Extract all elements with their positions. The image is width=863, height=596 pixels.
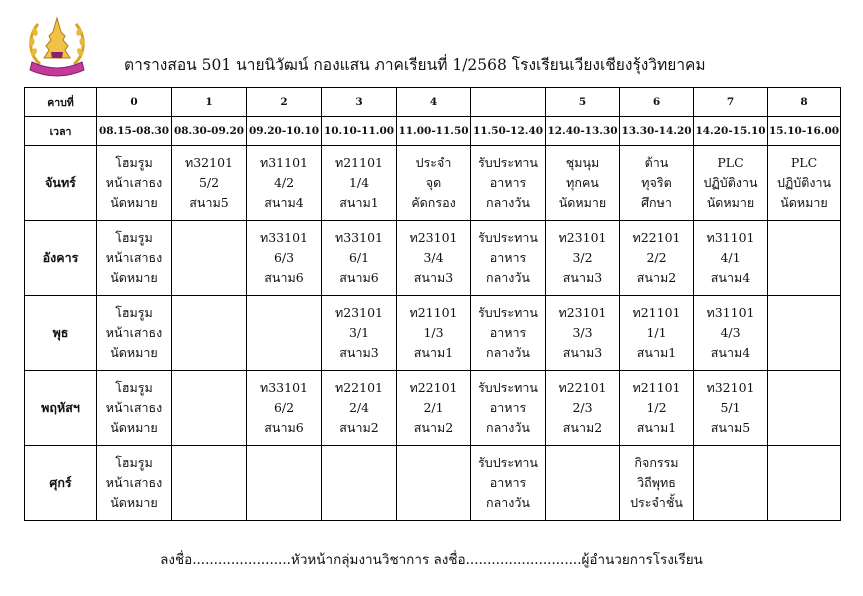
timetable-cell [694, 446, 768, 521]
cell-line: หน้าเสาธง [105, 475, 163, 490]
cell-line: นัดหมาย [110, 195, 158, 210]
cell-line: ท31101 [259, 155, 308, 170]
cell-line: 5/1 [720, 400, 741, 415]
cell-line: 5/2 [198, 175, 220, 190]
period-cell: 7 [694, 88, 768, 117]
cell-line: สนาม5 [710, 420, 751, 435]
period-cell [471, 88, 546, 117]
cell-line: 2/2 [646, 250, 667, 265]
cell-line: ประจำชั้น [630, 495, 683, 510]
time-cell: 10.10-11.00 [322, 117, 397, 146]
timetable-cell [97, 221, 172, 296]
timetable-cell [620, 146, 694, 221]
timetable-cell [546, 446, 620, 521]
cell-line: สนาม4 [264, 195, 304, 210]
cell-line: หน้าเสาธง [105, 175, 163, 190]
cell-line: โฮมรูม [115, 455, 153, 470]
cell-line: 3/3 [572, 325, 593, 340]
cell-line: 6/2 [273, 400, 295, 415]
cell-line: หน้าเสาธง [105, 250, 163, 265]
timetable-cell [172, 371, 247, 446]
time-row [25, 117, 841, 146]
day-row [25, 371, 841, 446]
timetable-cell [172, 146, 247, 221]
cell-line: สนาม5 [189, 195, 229, 210]
cell-line: ท22101 [558, 380, 607, 395]
cell-line: ท22101 [409, 380, 458, 395]
cell-line: 1/3 [423, 325, 444, 340]
cell-line: ท31101 [706, 230, 755, 245]
school-logo [22, 12, 92, 82]
timetable-cell [247, 296, 322, 371]
cell-line: อาหาร [489, 175, 527, 190]
timetable-cell [172, 221, 247, 296]
cell-line: สนาม6 [339, 270, 379, 285]
cell-line: วิถีพุทธ [637, 475, 676, 490]
timetable-cell [247, 446, 322, 521]
cell-line: 1/1 [646, 325, 667, 340]
day-label: จันทร์ [25, 146, 97, 221]
signature-line: ลงชื่อ.......................หัวหน้ากลุ่มงานวิชาการ ลงชื่อ...........................ผู้อำนวยการโรงเรียน [160, 552, 703, 568]
timetable-cell [694, 371, 768, 446]
day-row [25, 146, 841, 221]
time-cell: 09.20-10.10 [247, 117, 322, 146]
cell-line: ชุมนุม [565, 155, 600, 170]
day-label: อังคาร [25, 221, 97, 296]
cell-line: ท33101 [334, 230, 383, 245]
cell-line: รับประทาน [478, 455, 538, 470]
cell-line: สนาม3 [413, 270, 454, 285]
cell-line: นัดหมาย [110, 270, 158, 285]
cell-line: นัดหมาย [110, 420, 158, 435]
period-cell: 0 [97, 88, 172, 117]
timetable-cell [471, 146, 546, 221]
timetable-cell [322, 371, 397, 446]
cell-line: สนาม3 [562, 270, 603, 285]
cell-line: นัดหมาย [780, 195, 828, 210]
period-cell: 8 [768, 88, 841, 117]
cell-line: ท23101 [558, 230, 607, 245]
cell-line: ท33101 [259, 230, 308, 245]
timetable-cell [322, 446, 397, 521]
timetable-cell [397, 146, 471, 221]
period-cell: 1 [172, 88, 247, 117]
cell-line: สนาม6 [264, 420, 304, 435]
page-title: ตารางสอน 501 นายนิวัฒน์ กองแสน ภาคเรียนที่ 1/2568 โรงเรียนเวียงเชียงรุ้งวิทยาคม [124, 56, 706, 74]
cell-line: ท21101 [409, 305, 458, 320]
timetable-cell [247, 221, 322, 296]
cell-line: นัดหมาย [706, 195, 755, 210]
timetable-cell [322, 296, 397, 371]
cell-line: สนาม1 [413, 345, 454, 360]
period-cell: 4 [397, 88, 471, 117]
day-row [25, 446, 841, 521]
cell-line: กลางวัน [486, 270, 530, 285]
cell-line: หน้าเสาธง [105, 400, 163, 415]
cell-line: นัดหมาย [558, 195, 607, 210]
cell-line: จุด [425, 175, 442, 190]
cell-line: นัดหมาย [110, 345, 158, 360]
cell-line: สนาม2 [413, 420, 454, 435]
cell-line: ท33101 [259, 380, 308, 395]
cell-line: 3/2 [572, 250, 593, 265]
timetable-cell [694, 296, 768, 371]
timetable-cell [471, 446, 546, 521]
cell-line: 2/1 [423, 400, 444, 415]
cell-line: อาหาร [489, 475, 527, 490]
cell-line: สนาม3 [562, 345, 603, 360]
day-label: พุธ [25, 296, 97, 371]
cell-line: ศึกษา [641, 195, 672, 210]
cell-line: สนาม3 [339, 345, 379, 360]
cell-line: รับประทาน [478, 155, 538, 170]
time-cell: 13.30-14.20 [620, 117, 694, 146]
cell-line: คัดกรอง [411, 195, 456, 210]
cell-line: 4/3 [720, 325, 741, 340]
cell-line: สนาม2 [339, 420, 379, 435]
time-cell: 15.10-16.00 [768, 117, 841, 146]
timetable-cell [768, 296, 841, 371]
time-cell: 12.40-13.30 [546, 117, 620, 146]
cell-line: นัดหมาย [110, 495, 158, 510]
period-label: คาบที่ [25, 88, 97, 117]
cell-line: สนาม2 [562, 420, 603, 435]
cell-line: สนาม1 [636, 420, 677, 435]
timetable-cell [172, 446, 247, 521]
time-cell: 11.00-11.50 [397, 117, 471, 146]
timetable-cell [247, 146, 322, 221]
period-cell: 3 [322, 88, 397, 117]
time-cell: 08.15-08.30 [97, 117, 172, 146]
timetable-cell [546, 296, 620, 371]
day-row [25, 296, 841, 371]
timetable-cell [620, 371, 694, 446]
timetable-cell [471, 371, 546, 446]
cell-line: ต้าน [644, 155, 669, 170]
cell-line: รับประทาน [478, 380, 538, 395]
timetable-cell [620, 221, 694, 296]
cell-line: กลางวัน [486, 420, 530, 435]
timetable-cell [172, 296, 247, 371]
cell-line: โฮมรูม [115, 305, 153, 320]
cell-line: ท22101 [334, 380, 383, 395]
cell-line: PLC [790, 155, 818, 170]
cell-line: สนาม2 [636, 270, 677, 285]
cell-line: โฮมรูม [115, 230, 153, 245]
cell-line: โฮมรูม [115, 380, 153, 395]
cell-line: 1/2 [646, 400, 667, 415]
cell-line: อาหาร [489, 250, 527, 265]
cell-line: PLC [717, 155, 744, 170]
cell-line: สนาม4 [710, 270, 751, 285]
cell-line: 2/4 [348, 400, 370, 415]
timetable-cell [97, 371, 172, 446]
time-cell: 14.20-15.10 [694, 117, 768, 146]
cell-line: อาหาร [489, 325, 527, 340]
cell-line: โฮมรูม [115, 155, 153, 170]
cell-line: กลางวัน [486, 195, 530, 210]
cell-line: 4/1 [720, 250, 741, 265]
cell-line: ประจำ [415, 155, 452, 170]
timetable-cell [471, 296, 546, 371]
cell-line: ท23101 [558, 305, 607, 320]
cell-line: 2/3 [572, 400, 593, 415]
cell-line: ท32101 [184, 155, 233, 170]
cell-line: ท23101 [334, 305, 383, 320]
timetable-cell [247, 371, 322, 446]
day-label: ศุกร์ [25, 446, 97, 521]
timetable-cell [322, 221, 397, 296]
timetable [24, 87, 841, 521]
cell-line: สนาม4 [710, 345, 751, 360]
timetable-cell [397, 296, 471, 371]
cell-line: ท22101 [632, 230, 681, 245]
period-cell: 2 [247, 88, 322, 117]
timetable-cell [620, 296, 694, 371]
cell-line: สนาม1 [339, 195, 379, 210]
cell-line: ปฏิบัติงาน [776, 175, 832, 190]
cell-line: ปฏิบัติงาน [703, 175, 758, 190]
day-label: พฤหัสฯ [25, 371, 97, 446]
cell-line: 4/2 [273, 175, 295, 190]
timetable-cell [768, 371, 841, 446]
cell-line: 3/4 [423, 250, 444, 265]
cell-line: ท21101 [632, 380, 681, 395]
timetable-cell [397, 371, 471, 446]
cell-line: กิจกรรม [634, 455, 679, 470]
timetable-cell [546, 371, 620, 446]
cell-line: ท21101 [632, 305, 681, 320]
cell-line: 3/1 [348, 325, 370, 340]
cell-line: ทุจริต [641, 175, 672, 190]
time-label: เวลา [25, 117, 97, 146]
cell-line: 6/3 [273, 250, 295, 265]
time-cell: 11.50-12.40 [471, 117, 546, 146]
timetable-cell [768, 221, 841, 296]
cell-line: ท31101 [706, 305, 755, 320]
day-row [25, 221, 841, 296]
cell-line: ทุกคน [566, 175, 599, 190]
cell-line: กลางวัน [486, 345, 530, 360]
timetable-cell [97, 296, 172, 371]
timetable-cell [397, 446, 471, 521]
cell-line: สนาม1 [636, 345, 677, 360]
cell-line: กลางวัน [486, 495, 530, 510]
cell-line: สนาม6 [264, 270, 304, 285]
timetable-cell [397, 221, 471, 296]
period-cell: 6 [620, 88, 694, 117]
timetable-cell [97, 146, 172, 221]
period-row [25, 88, 841, 117]
cell-line: ท32101 [706, 380, 755, 395]
timetable-cell [620, 446, 694, 521]
time-cell: 08.30-09.20 [172, 117, 247, 146]
cell-line: หน้าเสาธง [105, 325, 163, 340]
cell-line: รับประทาน [478, 305, 538, 320]
timetable-cell [694, 221, 768, 296]
timetable-cell [546, 221, 620, 296]
period-cell: 5 [546, 88, 620, 117]
timetable-cell [546, 146, 620, 221]
timetable-cell [694, 146, 768, 221]
timetable-cell [768, 146, 841, 221]
cell-line: รับประทาน [478, 230, 538, 245]
timetable-cell [97, 446, 172, 521]
timetable-cell [471, 221, 546, 296]
cell-line: 1/4 [348, 175, 370, 190]
cell-line: 6/1 [348, 250, 370, 265]
cell-line: ท23101 [409, 230, 458, 245]
cell-line: อาหาร [489, 400, 527, 415]
cell-line: ท21101 [334, 155, 383, 170]
timetable-cell [322, 146, 397, 221]
timetable-cell [768, 446, 841, 521]
